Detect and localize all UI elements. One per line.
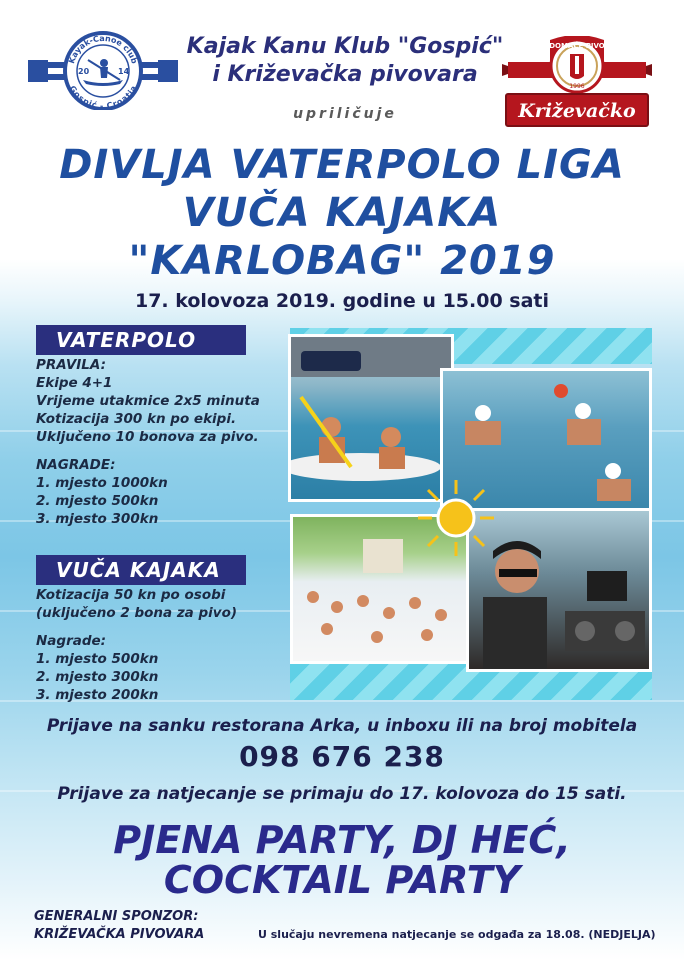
header-line-2: i Križevačka pivovara [212, 62, 478, 87]
photo-collage [290, 328, 652, 700]
vaterpolo-details [36, 356, 296, 528]
prize-item: 1. mjesto 500kn [36, 651, 159, 667]
registration-line-1: Prijave na sanku restorana Arka, u inboxu ili na broj mobitela [46, 716, 638, 736]
logo-year-left: 20 [78, 67, 90, 76]
rule-item: Vrijeme utakmice 2x5 minuta [36, 393, 260, 409]
kayak-photo [288, 334, 454, 502]
rule-item: Uključeno 10 bonova za pivo. [36, 429, 259, 445]
rules-label: PRAVILA: [36, 357, 106, 373]
kayak-heading: VUČA KAJAKA [36, 555, 246, 585]
header-line-1: Kajak Kanu Klub "Gospić" [186, 34, 504, 59]
vaterpolo-heading: VATERPOLO [36, 325, 246, 355]
logo-year-text: 1996 [569, 83, 585, 90]
weather-note: U slučaju nevremena natjecanje se odgađa za 18.08. (NEDJELJA) [258, 928, 656, 941]
sponsor-block [34, 908, 204, 944]
logo-top-text: Kayak-Canoe club [67, 33, 139, 65]
sponsor-name: KRIŽEVAČKA PIVOVARA [34, 927, 205, 942]
prize-item: 3. mjesto 300kn [36, 511, 159, 527]
sun-icon [416, 478, 496, 558]
kayak-details [36, 586, 296, 704]
registration-line-2: Prijave za natjecanje se primaju do 17. kolovoza do 15 sati. [57, 784, 627, 804]
prize-item: 1. mjesto 1000kn [36, 475, 168, 491]
rule-item: Kotizacija 300 kn po ekipi. [36, 411, 237, 427]
title-line-2: VUČA KAJAKA [182, 190, 502, 236]
prize-item: 2. mjesto 300kn [36, 669, 159, 685]
fee-line: (uključeno 2 bona za pivo) [36, 605, 238, 621]
event-date: 17. kolovoza 2019. godine u 15.00 sati [134, 290, 550, 312]
logo-banner-text: DOMAĆE PIVO [549, 42, 605, 50]
title-line-3: "KARLOBAG" 2019 [128, 238, 556, 284]
prizes-label: Nagrade: [36, 633, 107, 649]
kayak-club-logo [28, 30, 178, 110]
prize-item: 3. mjesto 200kn [36, 687, 159, 703]
phone-number: 098 676 238 [239, 740, 445, 773]
logo-brand-text: Križevačko [518, 100, 636, 122]
logo-bottom-text: Gospić - Croatia [67, 84, 139, 110]
party-line-2: COCKTAIL PARTY [163, 858, 521, 902]
logo-year-right: 14 [118, 67, 130, 76]
presents-label: upriličuje [293, 106, 397, 122]
title-line-1: DIVLJA VATERPOLO LIGA [59, 142, 625, 188]
krizevacko-logo [502, 36, 652, 128]
sponsor-label: GENERALNI SPONZOR: [34, 909, 199, 924]
party-line-1: PJENA PARTY, DJ HEĆ, [113, 818, 571, 862]
prize-item: 2. mjesto 500kn [36, 493, 159, 509]
rule-item: Ekipe 4+1 [36, 375, 113, 391]
fee-line: Kotizacija 50 kn po osobi [36, 587, 226, 603]
prizes-label: NAGRADE: [36, 457, 116, 473]
